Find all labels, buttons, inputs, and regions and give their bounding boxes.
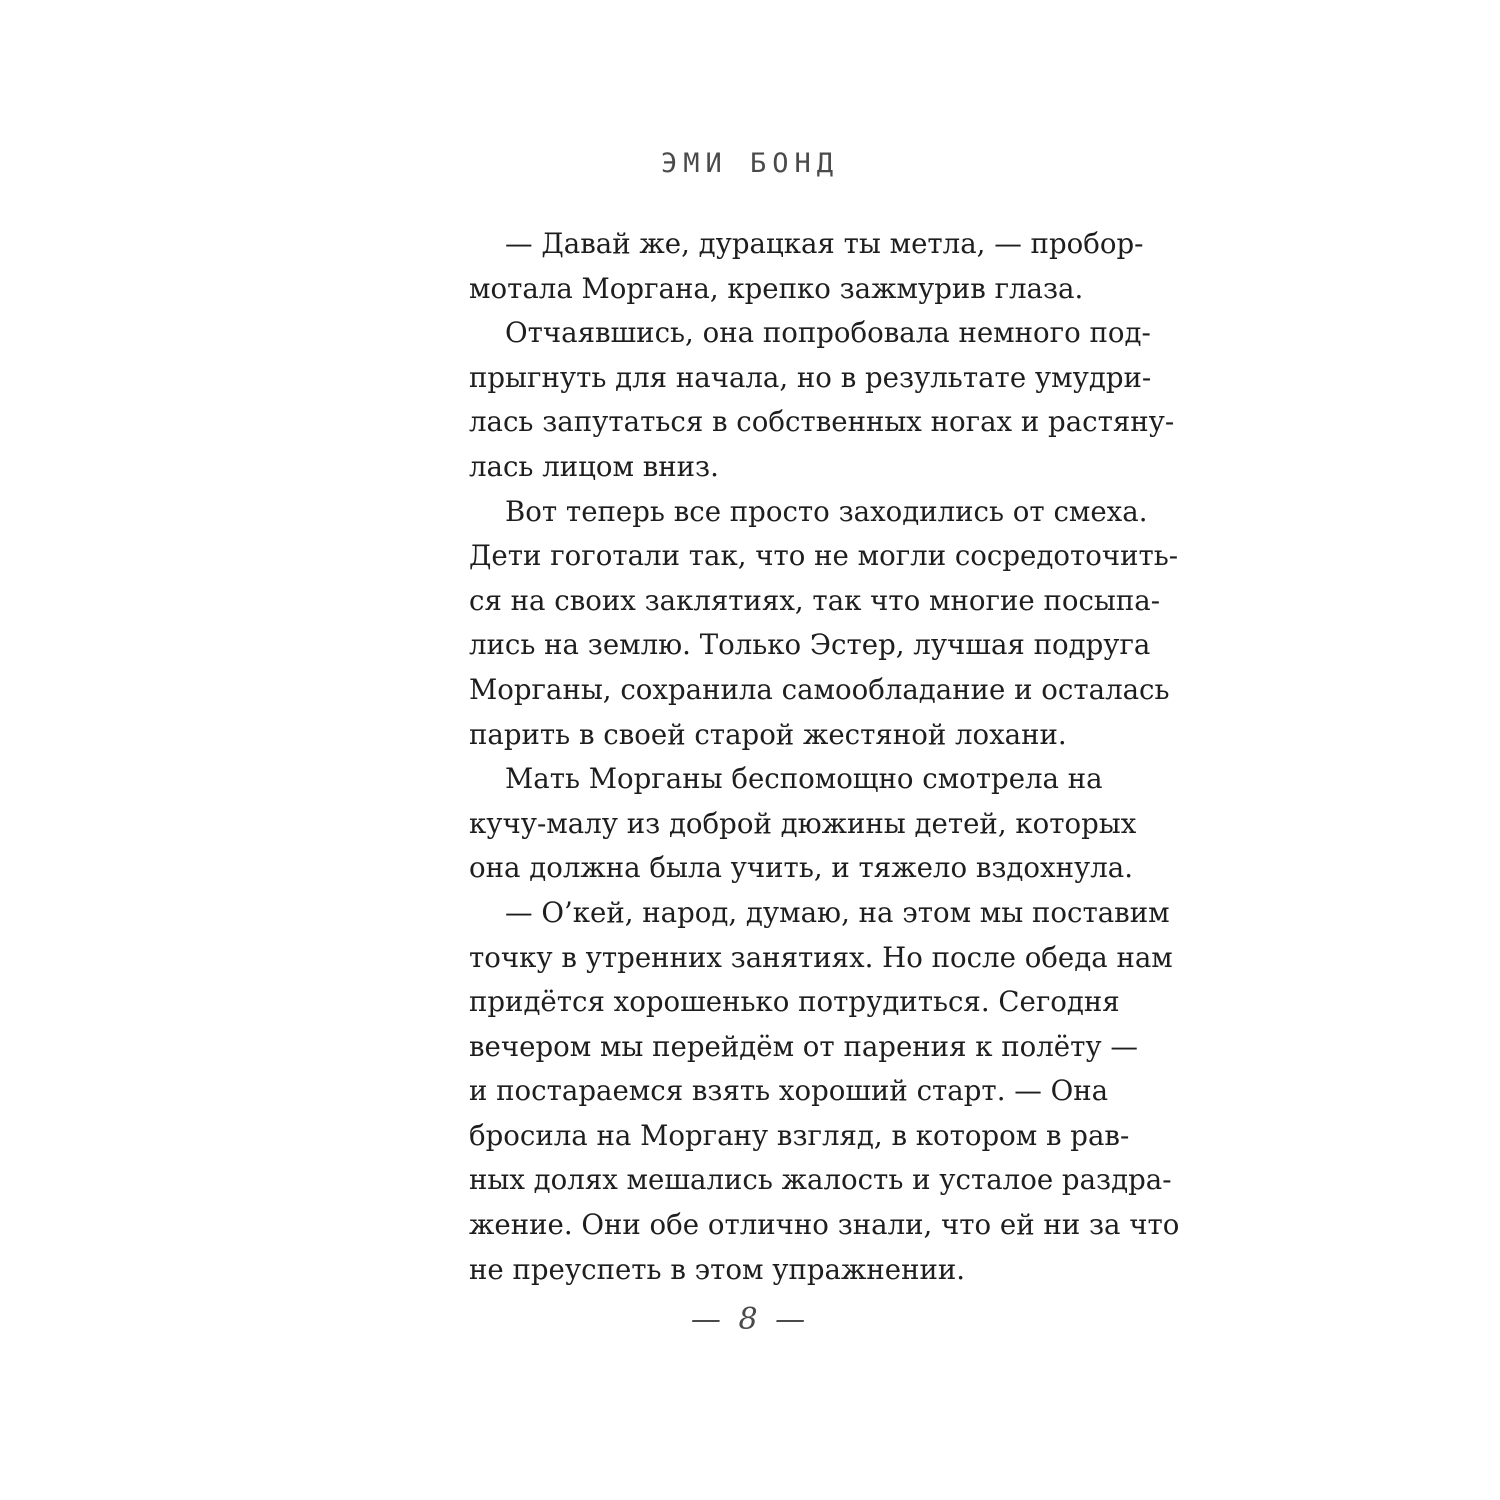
text-line: лась запутаться в собственных ногах и растяну- <box>469 405 1175 439</box>
text-line: Отчаявшись, она попробовала немного под- <box>505 316 1151 350</box>
text-line: парить в своей старой жестяной лохани. <box>469 717 1067 751</box>
text-line: лись на землю. Только Эстер, лучшая подруга <box>469 628 1151 662</box>
text-line: Вот теперь все просто заходились от смеха. <box>505 494 1148 528</box>
text-line: мотала Моргана, крепко зажмурив глаза. <box>469 271 1084 305</box>
text-line: кучу-малу из доброй дюжины детей, которых <box>469 806 1137 840</box>
text-line: — Давай же, дурацкая ты метла, — пробор- <box>505 227 1144 260</box>
text-line: придётся хорошенько потрудиться. Сегодня <box>469 985 1120 1019</box>
text-line: — О’кей, народ, думаю, на этом мы поставим <box>505 895 1170 929</box>
page-number: — 8 — <box>690 1302 810 1337</box>
text-line: вечером мы перейдём от парения к полёту — <box>469 1029 1139 1063</box>
text-line: Морганы, сохранила самообладание и осталась <box>469 672 1170 706</box>
text-line: не преуспеть в этом упражнении. <box>469 1252 966 1286</box>
body-text <box>469 222 1180 1292</box>
text-line: и постараемся взять хороший старт. — Она <box>469 1074 1109 1108</box>
text-line: Дети гоготали так, что не могли сосредоточить- <box>469 539 1179 573</box>
text-line: прыгнуть для начала, но в результате умудри- <box>469 360 1152 394</box>
text-line: ся на своих заклятиях, так что многие посыпа- <box>469 583 1161 617</box>
text-line: жение. Они обе отлично знали, что ей ни за что <box>469 1208 1180 1242</box>
text-line: ных долях мешались жалость и усталое раздра- <box>469 1163 1172 1197</box>
text-line: бросила на Моргану взгляд, в котором в рав- <box>469 1118 1130 1152</box>
text-line: Мать Морганы беспомощно смотрела на <box>505 762 1103 796</box>
text-line: точку в утренних занятиях. Но после обеда нам <box>469 940 1173 974</box>
running-head: ЭМИ БОНД <box>660 148 840 179</box>
text-line: она должна была учить, и тяжело вздохнула. <box>469 851 1133 885</box>
text-line: лась лицом вниз. <box>469 449 719 483</box>
